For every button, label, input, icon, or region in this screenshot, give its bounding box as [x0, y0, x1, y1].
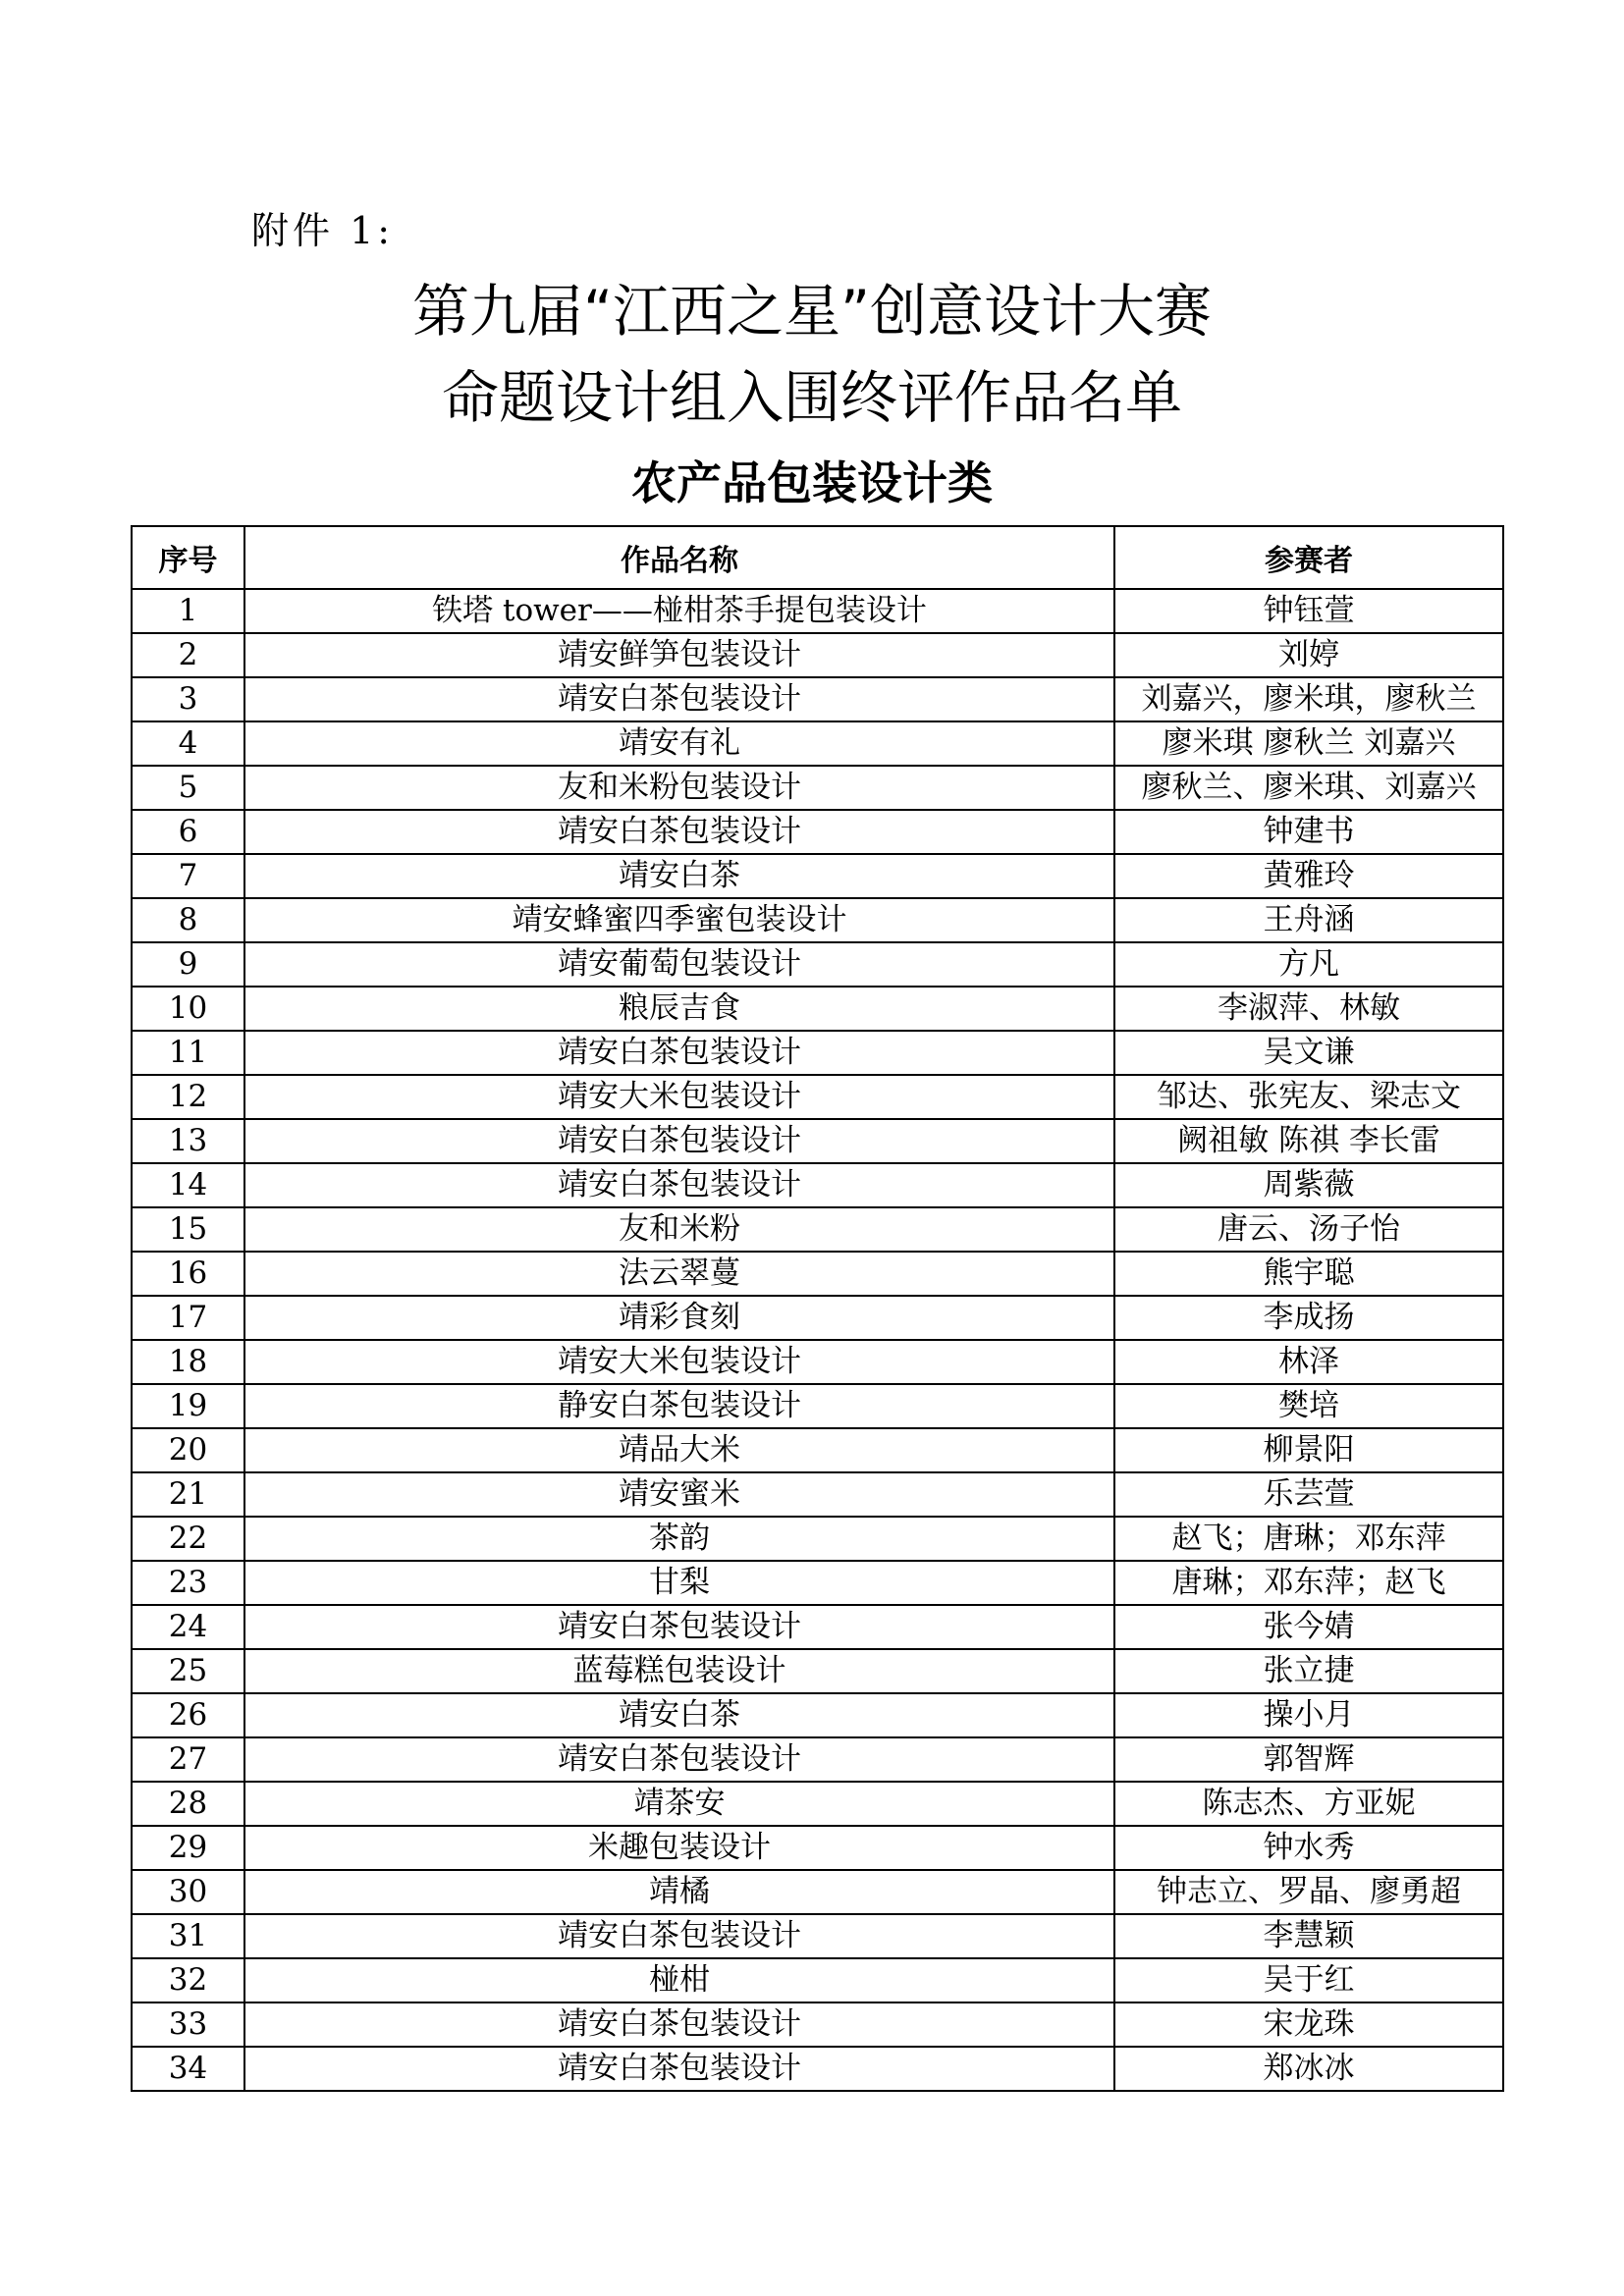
cell-participants: 柳景阳 — [1114, 1428, 1503, 1472]
cell-work-name: 靖安白茶包装设计 — [244, 1737, 1114, 1782]
cell-number: 22 — [132, 1517, 244, 1561]
cell-work-name: 靖安白茶包装设计 — [244, 2047, 1114, 2091]
cell-participants: 乐芸萱 — [1114, 1472, 1503, 1517]
table-body — [132, 589, 1503, 2091]
cell-number: 5 — [132, 766, 244, 810]
cell-participants: 吴文谦 — [1114, 1031, 1503, 1075]
cell-work-name: 靖安白茶包装设计 — [244, 2002, 1114, 2047]
cell-participants: 唐琳；邓东萍；赵飞 — [1114, 1561, 1503, 1605]
table-row — [132, 633, 1503, 677]
cell-number: 11 — [132, 1031, 244, 1075]
header-number: 序号 — [132, 526, 244, 589]
table-row — [132, 1163, 1503, 1207]
cell-number: 17 — [132, 1296, 244, 1340]
table-row — [132, 1472, 1503, 1517]
table-row — [132, 1340, 1503, 1384]
cell-number: 4 — [132, 721, 244, 766]
cell-work-name: 靖安葡萄包装设计 — [244, 942, 1114, 987]
cell-participants: 钟水秀 — [1114, 1826, 1503, 1870]
table-row — [132, 1119, 1503, 1163]
cell-work-name: 甘梨 — [244, 1561, 1114, 1605]
table-header-row — [132, 526, 1503, 589]
cell-work-name: 靖安鲜笋包装设计 — [244, 633, 1114, 677]
table-row — [132, 1384, 1503, 1428]
cell-number: 1 — [132, 589, 244, 633]
cell-number: 30 — [132, 1870, 244, 1914]
cell-work-name: 铁塔 tower——椪柑茶手提包装设计 — [244, 589, 1114, 633]
cell-participants: 刘嘉兴，廖米琪，廖秋兰 — [1114, 677, 1503, 721]
table-row — [132, 987, 1503, 1031]
cell-participants: 廖米琪 廖秋兰 刘嘉兴 — [1114, 721, 1503, 766]
cell-participants: 樊培 — [1114, 1384, 1503, 1428]
cell-participants: 张立捷 — [1114, 1649, 1503, 1693]
cell-participants: 张今婧 — [1114, 1605, 1503, 1649]
cell-number: 21 — [132, 1472, 244, 1517]
cell-participants: 钟建书 — [1114, 810, 1503, 854]
cell-number: 7 — [132, 854, 244, 898]
cell-participants: 李慧颖 — [1114, 1914, 1503, 1958]
cell-work-name: 靖安白茶包装设计 — [244, 810, 1114, 854]
cell-number: 18 — [132, 1340, 244, 1384]
cell-number: 20 — [132, 1428, 244, 1472]
cell-participants: 廖秋兰、廖米琪、刘嘉兴 — [1114, 766, 1503, 810]
table-row — [132, 1561, 1503, 1605]
header-participants: 参赛者 — [1114, 526, 1503, 589]
table-row — [132, 1693, 1503, 1737]
cell-work-name: 粮辰吉食 — [244, 987, 1114, 1031]
document-title-line-2: 命题设计组入围终评作品名单 — [441, 364, 1182, 431]
table-row — [132, 898, 1503, 942]
cell-number: 23 — [132, 1561, 244, 1605]
cell-participants: 王舟涵 — [1114, 898, 1503, 942]
cell-participants: 李成扬 — [1114, 1296, 1503, 1340]
table-row — [132, 766, 1503, 810]
cell-number: 9 — [132, 942, 244, 987]
cell-work-name: 靖茶安 — [244, 1782, 1114, 1826]
cell-work-name: 靖安蜜米 — [244, 1472, 1114, 1517]
table-row — [132, 1605, 1503, 1649]
table-row — [132, 1737, 1503, 1782]
cell-work-name: 靖品大米 — [244, 1428, 1114, 1472]
cell-work-name: 靖安大米包装设计 — [244, 1075, 1114, 1119]
cell-participants: 方凡 — [1114, 942, 1503, 987]
cell-participants: 唐云、汤子怡 — [1114, 1207, 1503, 1252]
cell-participants: 林泽 — [1114, 1340, 1503, 1384]
table-row — [132, 1031, 1503, 1075]
table-row — [132, 589, 1503, 633]
table-row — [132, 942, 1503, 987]
cell-number: 19 — [132, 1384, 244, 1428]
cell-work-name: 靖安白茶包装设计 — [244, 677, 1114, 721]
table-row — [132, 721, 1503, 766]
table-row — [132, 1428, 1503, 1472]
cell-participants: 陈志杰、方亚妮 — [1114, 1782, 1503, 1826]
header-work-name: 作品名称 — [244, 526, 1114, 589]
cell-work-name: 米趣包装设计 — [244, 1826, 1114, 1870]
cell-participants: 周紫薇 — [1114, 1163, 1503, 1207]
cell-number: 2 — [132, 633, 244, 677]
cell-work-name: 友和米粉 — [244, 1207, 1114, 1252]
cell-work-name: 茶韵 — [244, 1517, 1114, 1561]
cell-number: 14 — [132, 1163, 244, 1207]
cell-participants: 阙祖敏 陈祺 李长雷 — [1114, 1119, 1503, 1163]
cell-participants: 熊宇聪 — [1114, 1252, 1503, 1296]
cell-number: 33 — [132, 2002, 244, 2047]
table-row — [132, 2002, 1503, 2047]
cell-work-name: 靖安蜂蜜四季蜜包装设计 — [244, 898, 1114, 942]
cell-number: 3 — [132, 677, 244, 721]
cell-work-name: 椪柑 — [244, 1958, 1114, 2002]
table-row — [132, 1870, 1503, 1914]
cell-work-name: 靖橘 — [244, 1870, 1114, 1914]
document-title-line-1: 第九届“江西之星”创意设计大赛 — [411, 278, 1213, 345]
cell-number: 29 — [132, 1826, 244, 1870]
cell-participants: 刘婷 — [1114, 633, 1503, 677]
cell-work-name: 友和米粉包装设计 — [244, 766, 1114, 810]
table-row — [132, 677, 1503, 721]
cell-work-name: 靖安白茶 — [244, 1693, 1114, 1737]
cell-number: 28 — [132, 1782, 244, 1826]
cell-work-name: 靖安白茶包装设计 — [244, 1605, 1114, 1649]
cell-number: 24 — [132, 1605, 244, 1649]
cell-number: 10 — [132, 987, 244, 1031]
table-row — [132, 1207, 1503, 1252]
table-row — [132, 1517, 1503, 1561]
table-row — [132, 1075, 1503, 1119]
cell-participants: 钟钰萱 — [1114, 589, 1503, 633]
table-row — [132, 1914, 1503, 1958]
table-row — [132, 1649, 1503, 1693]
cell-number: 13 — [132, 1119, 244, 1163]
table-row — [132, 1296, 1503, 1340]
cell-participants: 赵飞；唐琳；邓东萍 — [1114, 1517, 1503, 1561]
cell-number: 34 — [132, 2047, 244, 2091]
cell-work-name: 靖安白茶包装设计 — [244, 1119, 1114, 1163]
cell-number: 16 — [132, 1252, 244, 1296]
cell-work-name: 靖安白茶包装设计 — [244, 1914, 1114, 1958]
table-row — [132, 1252, 1503, 1296]
cell-number: 12 — [132, 1075, 244, 1119]
cell-work-name: 靖彩食刻 — [244, 1296, 1114, 1340]
cell-work-name: 靖安白茶包装设计 — [244, 1031, 1114, 1075]
table-row — [132, 854, 1503, 898]
table-row — [132, 810, 1503, 854]
cell-number: 31 — [132, 1914, 244, 1958]
cell-number: 25 — [132, 1649, 244, 1693]
table-row — [132, 1958, 1503, 2002]
attachment-label: 附件 1: — [251, 209, 395, 252]
cell-number: 26 — [132, 1693, 244, 1737]
cell-work-name: 靖安大米包装设计 — [244, 1340, 1114, 1384]
cell-number: 32 — [132, 1958, 244, 2002]
entries-table — [131, 525, 1504, 2092]
cell-participants: 黄雅玲 — [1114, 854, 1503, 898]
cell-participants: 郑冰冰 — [1114, 2047, 1503, 2091]
table-row — [132, 2047, 1503, 2091]
cell-participants: 邹达、张宪友、梁志文 — [1114, 1075, 1503, 1119]
table-row — [132, 1782, 1503, 1826]
table-row — [132, 1826, 1503, 1870]
cell-participants: 郭智辉 — [1114, 1737, 1503, 1782]
cell-number: 6 — [132, 810, 244, 854]
cell-number: 8 — [132, 898, 244, 942]
cell-work-name: 法云翠蔓 — [244, 1252, 1114, 1296]
cell-number: 15 — [132, 1207, 244, 1252]
cell-work-name: 蓝莓糕包装设计 — [244, 1649, 1114, 1693]
cell-participants: 钟志立、罗晶、廖勇超 — [1114, 1870, 1503, 1914]
cell-work-name: 靖安白茶 — [244, 854, 1114, 898]
cell-work-name: 静安白茶包装设计 — [244, 1384, 1114, 1428]
cell-participants: 宋龙珠 — [1114, 2002, 1503, 2047]
cell-participants: 吴于红 — [1114, 1958, 1503, 2002]
cell-number: 27 — [132, 1737, 244, 1782]
cell-work-name: 靖安有礼 — [244, 721, 1114, 766]
category-heading: 农产品包装设计类 — [631, 456, 993, 509]
cell-work-name: 靖安白茶包装设计 — [244, 1163, 1114, 1207]
cell-participants: 李淑萍、林敏 — [1114, 987, 1503, 1031]
cell-participants: 操小月 — [1114, 1693, 1503, 1737]
